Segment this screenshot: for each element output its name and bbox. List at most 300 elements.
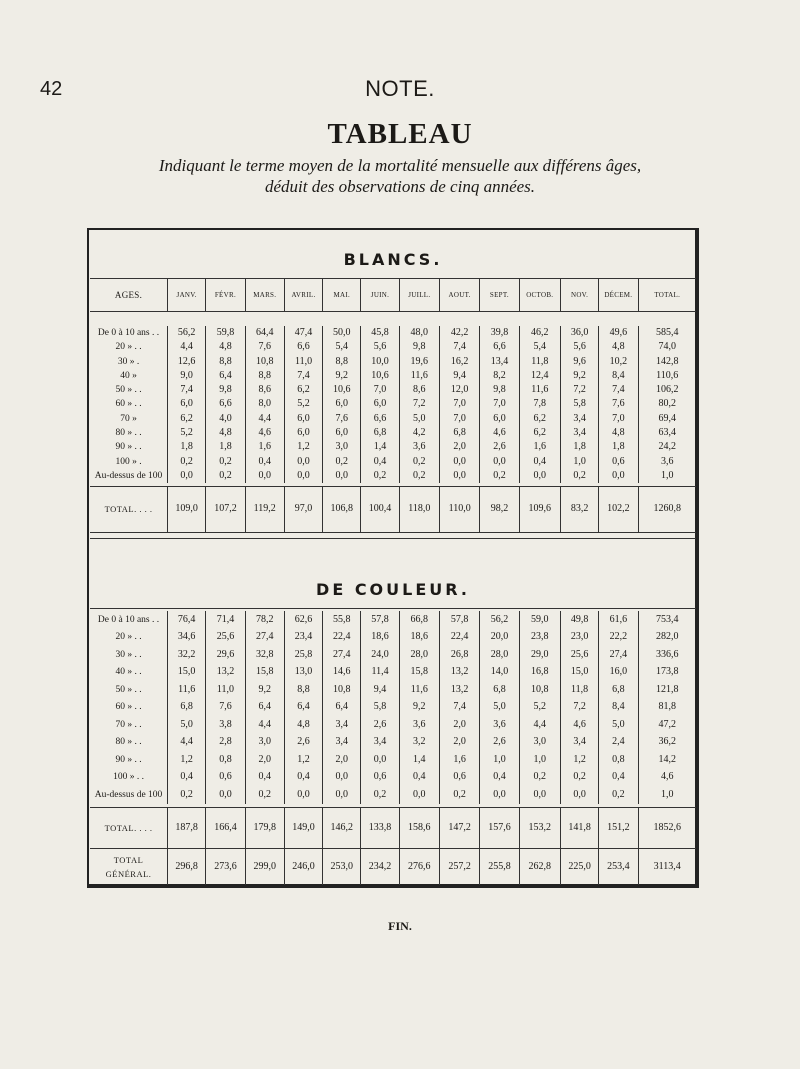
value-cell: 0,0	[519, 786, 560, 804]
value-cell: 14,6	[323, 664, 361, 682]
value-cell: 45,8	[361, 326, 399, 340]
column-header: JUIN.	[361, 279, 399, 312]
value-cell: 100,4	[361, 487, 399, 532]
row-total-cell: 753,4	[638, 611, 696, 629]
value-cell: 5,0	[480, 699, 519, 717]
row-total-cell: 24,2	[638, 440, 696, 454]
value-cell: 3,8	[206, 716, 245, 734]
value-cell: 48,0	[399, 326, 439, 340]
row-total-cell: 4,6	[638, 769, 696, 787]
value-cell: 16,8	[519, 664, 560, 682]
value-cell: 8,8	[206, 355, 245, 369]
value-cell: 2,6	[361, 716, 399, 734]
value-cell: 32,8	[245, 646, 284, 664]
value-cell: 262,8	[519, 849, 560, 885]
value-cell: 64,4	[245, 326, 284, 340]
value-cell: 4,8	[599, 426, 638, 440]
value-cell: 29,0	[519, 646, 560, 664]
value-cell: 98,2	[480, 487, 519, 532]
value-cell: 5,8	[361, 699, 399, 717]
value-cell: 3,0	[245, 734, 284, 752]
value-cell: 4,4	[519, 716, 560, 734]
value-cell: 5,6	[560, 340, 598, 354]
value-cell: 10,2	[599, 355, 638, 369]
value-cell: 6,6	[284, 340, 322, 354]
value-cell: 71,4	[206, 611, 245, 629]
value-cell: 9,8	[480, 383, 519, 397]
value-cell: 6,0	[323, 397, 361, 411]
value-cell: 0,4	[480, 769, 519, 787]
value-cell: 3,6	[480, 716, 519, 734]
value-cell: 6,0	[284, 426, 322, 440]
value-cell: 76,4	[168, 611, 206, 629]
value-cell: 9,6	[560, 355, 598, 369]
value-cell: 47,4	[284, 326, 322, 340]
value-cell: 9,4	[361, 681, 399, 699]
value-cell: 9,8	[399, 340, 439, 354]
value-cell: 2,0	[439, 734, 479, 752]
value-cell: 6,8	[480, 681, 519, 699]
value-cell: 6,2	[519, 412, 560, 426]
value-cell: 32,2	[168, 646, 206, 664]
value-cell: 56,2	[480, 611, 519, 629]
value-cell: 18,6	[361, 629, 399, 647]
value-cell: 2,0	[439, 440, 479, 454]
value-cell: 7,4	[439, 340, 479, 354]
value-cell: 7,2	[560, 383, 598, 397]
value-cell: 1,4	[399, 751, 439, 769]
value-cell: 6,0	[168, 397, 206, 411]
value-cell: 11,8	[560, 681, 598, 699]
value-cell: 8,8	[284, 681, 322, 699]
value-cell: 6,0	[284, 412, 322, 426]
value-cell: 57,8	[439, 611, 479, 629]
value-cell: 3,6	[399, 440, 439, 454]
table-row	[90, 383, 696, 397]
divider	[90, 608, 696, 609]
value-cell: 0,4	[519, 455, 560, 469]
age-label: 90 » . .	[115, 754, 142, 765]
value-cell: 56,2	[168, 326, 206, 340]
value-cell: 246,0	[284, 849, 322, 885]
value-cell: 6,0	[361, 397, 399, 411]
value-cell: 106,8	[323, 487, 361, 532]
age-label: De 0 à 10 ans . .	[97, 614, 160, 625]
value-cell: 23,8	[519, 629, 560, 647]
age-label: TOTAL. . . .	[104, 822, 153, 833]
value-cell: 14,0	[480, 664, 519, 682]
age-label: De 0 à 10 ans . .	[97, 328, 160, 338]
value-cell: 16,2	[439, 355, 479, 369]
subtitle-line-1: Indiquant le terme moyen de la mortalité mensuelle aux différens âges,	[158, 156, 642, 175]
value-cell: 7,4	[599, 383, 638, 397]
age-label: 100 » . .	[113, 772, 144, 783]
row-total-cell: 142,8	[638, 355, 696, 369]
value-cell: 3,4	[560, 426, 598, 440]
value-cell: 6,2	[168, 412, 206, 426]
value-cell: 15,8	[245, 664, 284, 682]
value-cell: 42,2	[439, 326, 479, 340]
value-cell: 7,2	[399, 397, 439, 411]
value-cell: 109,6	[519, 487, 560, 532]
value-cell: 0,8	[206, 751, 245, 769]
column-header: MARS.	[245, 279, 284, 312]
value-cell: 22,4	[323, 629, 361, 647]
value-cell: 4,4	[168, 734, 206, 752]
value-cell: 141,8	[560, 808, 598, 848]
value-cell: 7,6	[245, 340, 284, 354]
value-cell: 9,0	[168, 369, 206, 383]
row-total-cell: 3113,4	[638, 849, 696, 885]
value-cell: 253,4	[599, 849, 638, 885]
value-cell: 10,8	[245, 355, 284, 369]
value-cell: 7,4	[168, 383, 206, 397]
value-cell: 18,6	[399, 629, 439, 647]
value-cell: 20,0	[480, 629, 519, 647]
table-row	[90, 355, 696, 369]
value-cell: 109,0	[168, 487, 206, 532]
value-cell: 146,2	[323, 808, 361, 848]
table-row	[90, 786, 696, 804]
value-cell: 225,0	[560, 849, 598, 885]
value-cell: 1,4	[361, 440, 399, 454]
value-cell: 3,4	[560, 734, 598, 752]
value-cell: 0,2	[599, 786, 638, 804]
row-total-cell: 1,0	[638, 469, 696, 483]
column-header-row	[90, 278, 696, 312]
value-cell: 3,2	[399, 734, 439, 752]
value-cell: 8,6	[399, 383, 439, 397]
value-cell: 234,2	[361, 849, 399, 885]
row-total-cell: 585,4	[638, 326, 696, 340]
value-cell: 0,2	[168, 786, 206, 804]
value-cell: 0,4	[361, 455, 399, 469]
value-cell: 97,0	[284, 487, 322, 532]
value-cell: 9,2	[323, 369, 361, 383]
table-row	[90, 769, 696, 787]
column-header: FÉVR.	[206, 279, 245, 312]
column-header: AGES.	[114, 290, 143, 300]
row-total-cell: 336,6	[638, 646, 696, 664]
value-cell: 0,6	[361, 769, 399, 787]
value-cell: 0,6	[599, 455, 638, 469]
value-cell: 2,6	[480, 734, 519, 752]
age-label: Au-dessus de 100	[94, 789, 163, 800]
table-row	[90, 326, 696, 340]
value-cell: 273,6	[206, 849, 245, 885]
value-cell: 59,0	[519, 611, 560, 629]
age-label: 30 » .	[117, 356, 140, 367]
value-cell: 11,0	[206, 681, 245, 699]
value-cell: 28,0	[480, 646, 519, 664]
value-cell: 7,0	[361, 383, 399, 397]
row-total-cell: 81,8	[638, 699, 696, 717]
value-cell: 5,2	[519, 699, 560, 717]
column-header: AVRIL.	[284, 279, 322, 312]
value-cell: 13,4	[480, 355, 519, 369]
value-cell: 7,0	[439, 412, 479, 426]
row-total-cell: 106,2	[638, 383, 696, 397]
value-cell: 13,2	[206, 664, 245, 682]
value-cell: 1,6	[519, 440, 560, 454]
row-total-cell: 47,2	[638, 716, 696, 734]
value-cell: 3,0	[519, 734, 560, 752]
value-cell: 27,4	[599, 646, 638, 664]
value-cell: 11,8	[519, 355, 560, 369]
value-cell: 147,2	[439, 808, 479, 848]
table-row	[90, 716, 696, 734]
value-cell: 1,8	[560, 440, 598, 454]
value-cell: 6,6	[206, 397, 245, 411]
value-cell: 1,2	[284, 440, 322, 454]
row-total-cell: 14,2	[638, 751, 696, 769]
value-cell: 66,8	[399, 611, 439, 629]
value-cell: 0,2	[519, 769, 560, 787]
value-cell: 253,0	[323, 849, 361, 885]
age-label: TOTAL GÉNÉRAL.	[105, 854, 152, 879]
value-cell: 0,2	[361, 786, 399, 804]
value-cell: 26,8	[439, 646, 479, 664]
value-cell: 0,2	[439, 786, 479, 804]
value-cell: 0,0	[519, 469, 560, 483]
row-total-cell: 173,8	[638, 664, 696, 682]
value-cell: 5,6	[361, 340, 399, 354]
value-cell: 1,0	[519, 751, 560, 769]
value-cell: 1,2	[284, 751, 322, 769]
value-cell: 4,6	[245, 426, 284, 440]
divider	[90, 532, 696, 533]
value-cell: 257,2	[439, 849, 479, 885]
value-cell: 0,2	[361, 469, 399, 483]
table-row	[90, 469, 696, 483]
value-cell: 9,2	[399, 699, 439, 717]
value-cell: 25,6	[560, 646, 598, 664]
value-cell: 0,0	[480, 455, 519, 469]
table-row	[90, 699, 696, 717]
value-cell: 0,0	[560, 786, 598, 804]
fin-text: FIN.	[388, 919, 412, 933]
age-label: Au-dessus de 100	[94, 470, 163, 481]
column-header: AOUT.	[439, 279, 479, 312]
value-cell: 0,0	[323, 786, 361, 804]
value-cell: 6,0	[323, 426, 361, 440]
value-cell: 13,0	[284, 664, 322, 682]
value-cell: 15,0	[560, 664, 598, 682]
value-cell: 6,8	[439, 426, 479, 440]
column-header: NOV.	[560, 279, 598, 312]
value-cell: 7,8	[519, 397, 560, 411]
value-cell: 0,0	[361, 751, 399, 769]
value-cell: 59,8	[206, 326, 245, 340]
row-total-cell: 74,0	[638, 340, 696, 354]
value-cell: 2,0	[439, 716, 479, 734]
subtitle	[90, 155, 710, 197]
value-cell: 1,2	[168, 751, 206, 769]
value-cell: 4,8	[206, 340, 245, 354]
table-row	[90, 629, 696, 647]
value-cell: 4,8	[206, 426, 245, 440]
value-cell: 8,8	[323, 355, 361, 369]
age-label: 30 » . .	[115, 649, 142, 660]
value-cell: 36,0	[560, 326, 598, 340]
value-cell: 1,6	[439, 751, 479, 769]
value-cell: 158,6	[399, 808, 439, 848]
value-cell: 11,6	[399, 369, 439, 383]
value-cell: 6,2	[284, 383, 322, 397]
value-cell: 49,8	[560, 611, 598, 629]
section-heading-blancs: BLANCS.	[343, 250, 443, 269]
value-cell: 57,8	[361, 611, 399, 629]
row-total-cell: 1260,8	[638, 487, 696, 532]
value-cell: 9,8	[206, 383, 245, 397]
value-cell: 6,2	[519, 426, 560, 440]
value-cell: 0,0	[599, 469, 638, 483]
row-total-cell: 69,4	[638, 412, 696, 426]
value-cell: 166,4	[206, 808, 245, 848]
value-cell: 6,4	[206, 369, 245, 383]
value-cell: 0,2	[399, 455, 439, 469]
value-cell: 7,0	[480, 397, 519, 411]
value-cell: 8,6	[245, 383, 284, 397]
value-cell: 1,8	[168, 440, 206, 454]
total-row	[90, 808, 696, 848]
value-cell: 5,4	[323, 340, 361, 354]
value-cell: 28,0	[399, 646, 439, 664]
table-row	[90, 412, 696, 426]
value-cell: 0,2	[480, 469, 519, 483]
value-cell: 6,6	[361, 412, 399, 426]
divider	[90, 538, 696, 539]
value-cell: 0,2	[399, 469, 439, 483]
value-cell: 1,2	[560, 751, 598, 769]
value-cell: 0,6	[206, 769, 245, 787]
value-cell: 0,0	[480, 786, 519, 804]
section-heading-couleur: DE COULEUR.	[316, 580, 470, 599]
value-cell: 10,0	[361, 355, 399, 369]
age-label: 60 » . .	[115, 702, 142, 713]
row-total-cell: 80,2	[638, 397, 696, 411]
value-cell: 8,8	[245, 369, 284, 383]
value-cell: 78,2	[245, 611, 284, 629]
row-total-cell: 3,6	[638, 455, 696, 469]
value-cell: 27,4	[323, 646, 361, 664]
table-row	[90, 455, 696, 469]
value-cell: 23,0	[560, 629, 598, 647]
value-cell: 1,8	[599, 440, 638, 454]
value-cell: 11,6	[399, 681, 439, 699]
value-cell: 0,0	[168, 469, 206, 483]
value-cell: 39,8	[480, 326, 519, 340]
value-cell: 83,2	[560, 487, 598, 532]
value-cell: 151,2	[599, 808, 638, 848]
column-header: DÉCEM.	[599, 279, 638, 312]
value-cell: 62,6	[284, 611, 322, 629]
value-cell: 2,8	[206, 734, 245, 752]
value-cell: 0,4	[284, 769, 322, 787]
value-cell: 4,0	[206, 412, 245, 426]
value-cell: 11,4	[361, 664, 399, 682]
value-cell: 7,0	[599, 412, 638, 426]
value-cell: 6,4	[284, 699, 322, 717]
column-header: MAI.	[323, 279, 361, 312]
value-cell: 10,6	[361, 369, 399, 383]
value-cell: 15,8	[399, 664, 439, 682]
couleur-rows	[90, 611, 696, 804]
row-total-cell: 63,4	[638, 426, 696, 440]
value-cell: 8,4	[599, 369, 638, 383]
table-row	[90, 646, 696, 664]
age-label: 100 » .	[115, 456, 142, 467]
value-cell: 7,0	[439, 397, 479, 411]
table-row	[90, 611, 696, 629]
value-cell: 6,0	[480, 412, 519, 426]
value-cell: 0,4	[168, 769, 206, 787]
total-row	[90, 487, 696, 532]
age-label: 80 » . .	[115, 737, 142, 748]
table-row	[90, 751, 696, 769]
value-cell: 23,4	[284, 629, 322, 647]
value-cell: 46,2	[519, 326, 560, 340]
value-cell: 110,0	[439, 487, 479, 532]
row-total-cell: 1852,6	[638, 808, 696, 848]
value-cell: 2,4	[599, 734, 638, 752]
value-cell: 0,0	[439, 469, 479, 483]
value-cell: 13,2	[439, 664, 479, 682]
value-cell: 61,6	[599, 611, 638, 629]
value-cell: 5,4	[519, 340, 560, 354]
value-cell: 11,6	[168, 681, 206, 699]
value-cell: 4,6	[480, 426, 519, 440]
value-cell: 9,4	[439, 369, 479, 383]
value-cell: 13,2	[439, 681, 479, 699]
value-cell: 118,0	[399, 487, 439, 532]
value-cell: 34,6	[168, 629, 206, 647]
value-cell: 149,0	[284, 808, 322, 848]
column-header: SEPT.	[480, 279, 519, 312]
value-cell: 2,0	[245, 751, 284, 769]
value-cell: 12,0	[439, 383, 479, 397]
value-cell: 9,2	[560, 369, 598, 383]
value-cell: 6,8	[599, 681, 638, 699]
value-cell: 3,4	[361, 734, 399, 752]
age-label: 90 » . .	[115, 442, 142, 453]
value-cell: 24,0	[361, 646, 399, 664]
value-cell: 27,4	[245, 629, 284, 647]
value-cell: 3,6	[399, 716, 439, 734]
age-label: 20 » . .	[115, 342, 142, 353]
value-cell: 6,6	[480, 340, 519, 354]
age-label: 20 » . .	[115, 632, 142, 643]
table-row	[90, 664, 696, 682]
value-cell: 0,4	[399, 769, 439, 787]
value-cell: 0,0	[323, 769, 361, 787]
value-cell: 0,8	[599, 751, 638, 769]
age-label: 50 » . .	[115, 684, 142, 695]
value-cell: 16,0	[599, 664, 638, 682]
value-cell: 0,2	[560, 469, 598, 483]
value-cell: 8,0	[245, 397, 284, 411]
age-label: 40 » . .	[115, 667, 142, 678]
row-total-cell: 121,8	[638, 681, 696, 699]
value-cell: 10,6	[323, 383, 361, 397]
value-cell: 6,8	[361, 426, 399, 440]
value-cell: 11,6	[519, 383, 560, 397]
value-cell: 10,8	[519, 681, 560, 699]
table-row	[90, 397, 696, 411]
value-cell: 7,6	[206, 699, 245, 717]
age-label: 60 » . .	[115, 399, 142, 410]
table-row	[90, 369, 696, 383]
